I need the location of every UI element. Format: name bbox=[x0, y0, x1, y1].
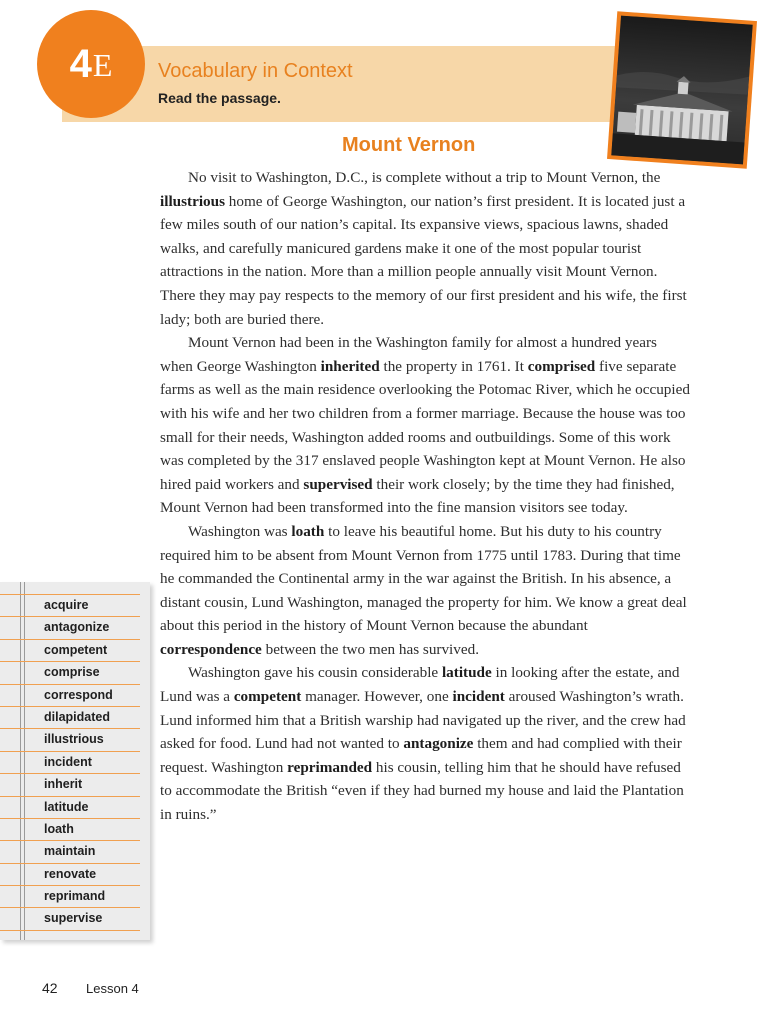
passage-paragraph bbox=[160, 331, 690, 520]
vocabulary-word: loath bbox=[291, 522, 325, 540]
photo-image bbox=[611, 16, 752, 165]
lesson-number: 4 bbox=[69, 41, 91, 86]
passage-text: Mount Vernon had been in the Washington family for almost a hundred years when George Washington bbox=[160, 334, 657, 375]
word-list-item: renovate bbox=[0, 864, 140, 886]
passage-text: in looking after the estate, and Lund was a bbox=[160, 664, 680, 706]
passage-paragraph bbox=[160, 166, 690, 331]
page-number: 42 bbox=[42, 980, 58, 996]
vocabulary-word: supervised bbox=[303, 475, 373, 493]
lesson-letter: E bbox=[92, 47, 113, 83]
word-list-item: incident bbox=[0, 752, 140, 774]
word-list-item: acquire bbox=[0, 594, 140, 617]
passage-text: their work closely; by the time they had finished, Mount Vernon had been transformed into the fine mansion visitors see today. bbox=[160, 475, 675, 517]
passage-text: his cousin, telling him that he should have refused to accommodate the British “even if they had burned my house and laid the Plantation in ruins.” bbox=[160, 758, 684, 824]
word-list-item: inherit bbox=[0, 774, 140, 796]
passage-title: Mount Vernon bbox=[342, 134, 476, 156]
section-title: Vocabulary in Context bbox=[158, 60, 353, 82]
header-band bbox=[62, 46, 632, 122]
passage-text: to leave his beautiful home. But his duty to his country required him to be absent from Mount Vernon from 1775 until 1783. During that time he commanded the Continental army in the war against the British. In his absence, a distant cousin, Lund Washington, managed the property for him. We know a great deal about this period in the history of Mount Vernon because the abundant bbox=[160, 522, 687, 635]
mount-vernon-photo bbox=[607, 11, 757, 168]
vocabulary-word: comprised bbox=[527, 357, 596, 375]
vocabulary-word: illustrious bbox=[160, 192, 225, 210]
passage-text: Washington was bbox=[188, 522, 292, 540]
vocabulary-word: inherited bbox=[320, 357, 380, 375]
passage-text: them and had complied with their request. Washington bbox=[160, 735, 682, 776]
lesson-label: Lesson 4 bbox=[86, 981, 139, 996]
word-list-item: loath bbox=[0, 819, 140, 841]
passage-text: five separate farms as well as the main residence overlooking the Potomac River, which he occupied with his wife and her two children from a former marriage. Because the house was too small for their needs, Washington added rooms and outbuildings. Some of this work was completed by the 317 enslaved people Washington kept at Mount Vernon. He also hired paid workers and bbox=[160, 357, 690, 493]
word-list-item: correspond bbox=[0, 685, 140, 707]
word-list-item: illustrious bbox=[0, 729, 140, 751]
passage-text: the property in 1761. It bbox=[379, 357, 528, 375]
word-list-item: latitude bbox=[0, 797, 140, 819]
vocabulary-word: antagonize bbox=[403, 735, 474, 753]
word-list-item: maintain bbox=[0, 841, 140, 863]
word-list bbox=[0, 594, 140, 931]
word-list-box bbox=[0, 582, 150, 940]
passage-body bbox=[160, 166, 690, 827]
passage-paragraph bbox=[160, 661, 690, 826]
word-list-item: reprimand bbox=[0, 886, 140, 908]
vocabulary-word: competent bbox=[233, 688, 302, 706]
word-list-item: comprise bbox=[0, 662, 140, 684]
passage-text: between the two men has survived. bbox=[261, 640, 480, 658]
vocabulary-word: correspondence bbox=[160, 640, 262, 658]
word-list-item: dilapidated bbox=[0, 707, 140, 729]
passage-text: Washington gave his cousin considerable bbox=[188, 664, 442, 682]
passage-paragraph bbox=[160, 520, 690, 662]
word-list-item: competent bbox=[0, 640, 140, 662]
passage-text: No visit to Washington, D.C., is complete without a trip to Mount Vernon, the bbox=[188, 169, 661, 186]
vocabulary-word: latitude bbox=[441, 664, 492, 682]
word-list-item: supervise bbox=[0, 908, 140, 930]
vocabulary-word: incident bbox=[452, 688, 505, 706]
section-instruction: Read the passage. bbox=[158, 90, 281, 106]
passage-text: aroused Washington’s wrath. Lund informed him that a British warship had navigated up the river, and the crew had asked for food. Lund had not wanted to bbox=[160, 688, 686, 753]
word-list-item: antagonize bbox=[0, 617, 140, 639]
lesson-badge bbox=[37, 10, 145, 118]
mansion-illustration-icon bbox=[611, 16, 752, 165]
vocabulary-word: reprimanded bbox=[287, 758, 373, 776]
passage-text: home of George Washington, our nation’s first president. It is located just a few miles south of our nation’s capital. Its expansive views, spacious lawns, shaded walks, and carefully manicured gardens make it one of the most popular tourist attractions in the nation. More than a million people annually visit Mount Vernon. There they may pay respects to the memory of our first president and his wife, the first lady; both are buried there. bbox=[160, 192, 687, 328]
passage-text: manager. However, one bbox=[301, 688, 453, 706]
